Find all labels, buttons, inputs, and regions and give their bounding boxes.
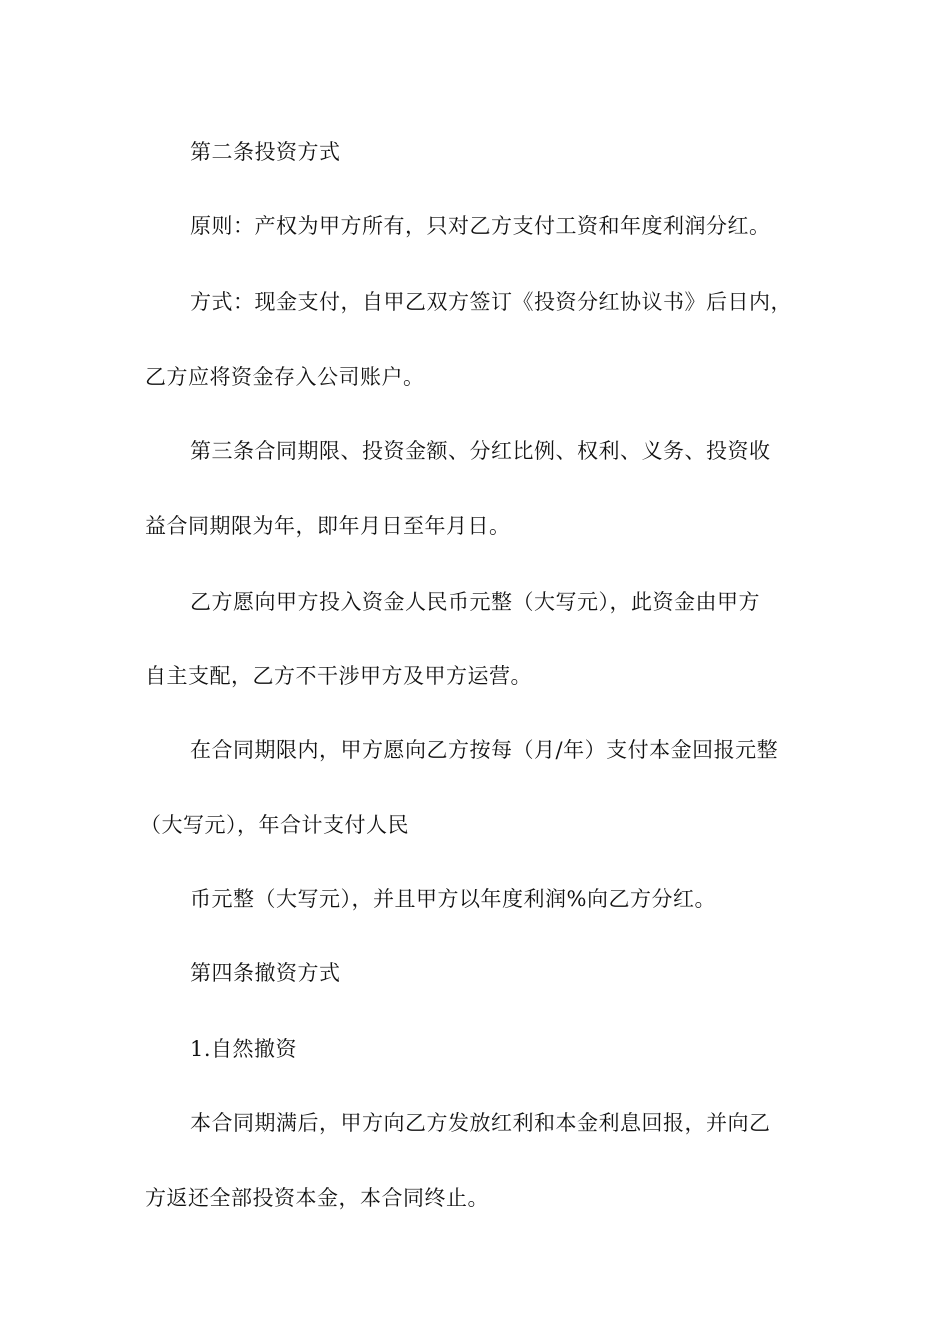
dividend-paragraph: 币元整（大写元），并且甲方以年度利润%向乙方分红。 xyxy=(190,887,716,911)
natural-withdrawal-item: 1.自然撤资 xyxy=(190,1037,298,1061)
payment-method-continued: 乙方应将资金存入公司账户。 xyxy=(145,365,425,389)
expiry-paragraph: 本合同期满后，甲方向乙方发放红利和本金利息回报，并向乙 xyxy=(190,1111,771,1135)
article-3-continued: 益合同期限为年，即年月日至年月日。 xyxy=(145,514,511,538)
return-continued: （大写元），年合计支付人民 xyxy=(140,813,409,837)
investment-paragraph: 乙方愿向甲方投入资金人民币元整（大写元），此资金由甲方 xyxy=(190,590,760,614)
investment-continued: 自主支配，乙方不干涉甲方及甲方运营。 xyxy=(145,664,532,688)
payment-method-paragraph: 方式：现金支付，自甲乙双方签订《投资分红协议书》后日内， xyxy=(190,290,792,314)
expiry-continued: 方返还全部投资本金，本合同终止。 xyxy=(145,1186,489,1210)
article-2-heading: 第二条投资方式 xyxy=(190,140,341,164)
article-4-heading: 第四条撤资方式 xyxy=(190,961,341,985)
principle-paragraph: 原则：产权为甲方所有，只对乙方支付工资和年度利润分红。 xyxy=(190,214,771,238)
article-3-heading: 第三条合同期限、投资金额、分红比例、权利、义务、投资收 xyxy=(190,439,771,463)
return-paragraph: 在合同期限内，甲方愿向乙方按每（月/年）支付本金回报元整 xyxy=(190,738,779,762)
